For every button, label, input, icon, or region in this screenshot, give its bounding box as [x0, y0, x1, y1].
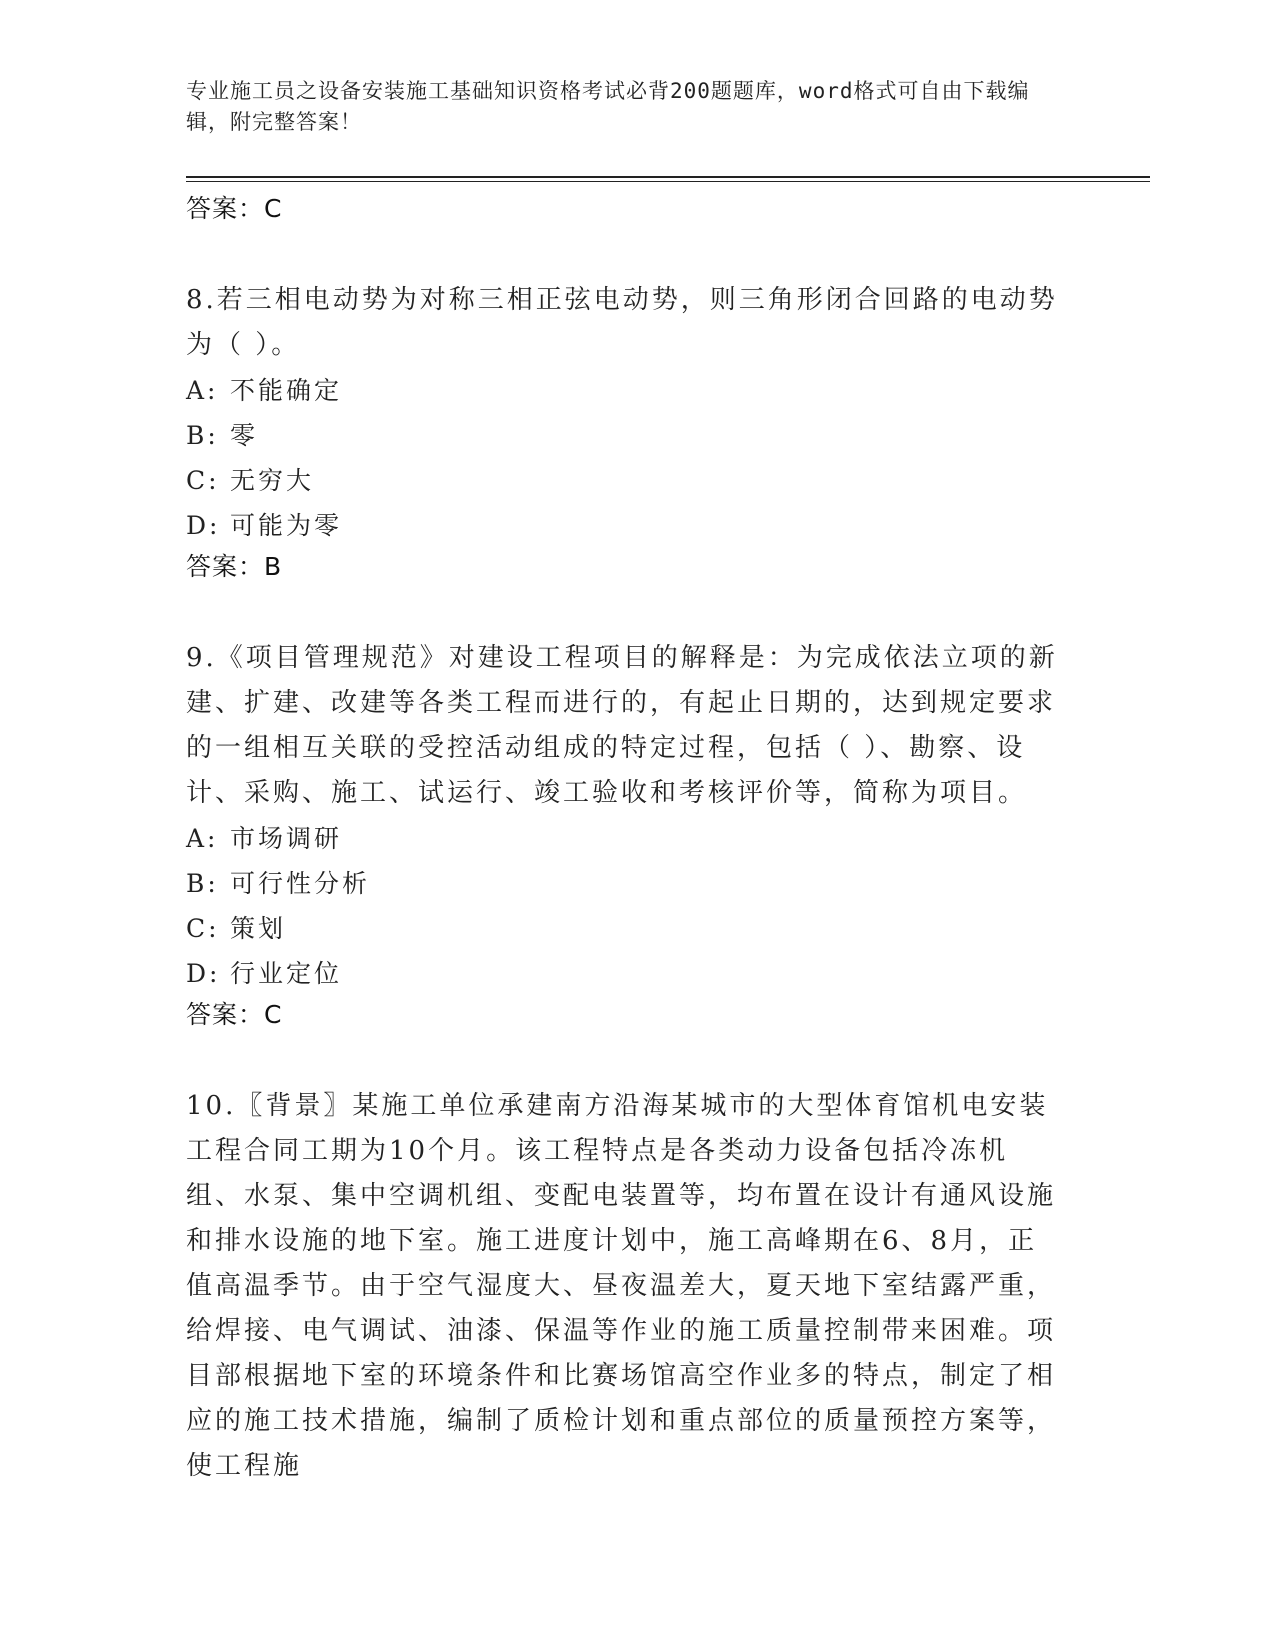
option-key: A:	[186, 824, 219, 853]
option-text: 零	[230, 421, 259, 450]
option-key: D:	[186, 511, 221, 540]
option-key: A:	[186, 376, 219, 405]
option-key: D:	[186, 959, 221, 988]
answer-line: 答案：B	[186, 552, 283, 581]
option-text: 行业定位	[230, 959, 343, 988]
option-c	[186, 906, 1066, 951]
option-text: 可能为零	[230, 511, 343, 540]
option-a	[186, 368, 1066, 413]
question-block	[186, 278, 1066, 586]
answer-line: 答案：C	[186, 1000, 283, 1029]
option-key: C:	[186, 466, 220, 495]
option-key: B:	[186, 421, 219, 450]
option-key: C:	[186, 914, 220, 943]
option-b	[186, 413, 1066, 458]
option-text: 市场调研	[230, 824, 343, 853]
option-d	[186, 951, 1066, 996]
option-text: 无穷大	[230, 466, 315, 495]
question-text: 8.若三相电动势为对称三相正弦电动势，则三角形闭合回路的电动势为（ ）。	[186, 285, 1058, 360]
option-text: 策划	[230, 914, 287, 943]
header-title: 专业施工员之设备安装施工基础知识资格考试必背200题题库，word格式可自由下载编辑，附完整答案！	[186, 79, 1030, 134]
spacer	[186, 1034, 1066, 1084]
option-a	[186, 816, 1066, 861]
option-b	[186, 861, 1066, 906]
question-block	[186, 1084, 1066, 1489]
answer-line: 答案：C	[186, 194, 283, 223]
option-d	[186, 503, 1066, 548]
question-block	[186, 636, 1066, 1034]
header-divider	[186, 176, 1150, 182]
option-key: B:	[186, 869, 219, 898]
option-text: 不能确定	[230, 376, 343, 405]
document-header	[186, 76, 1066, 138]
question-text: 10.〖背景〗某施工单位承建南方沿海某城市的大型体育馆机电安装工程合同工期为10个月。该工程特点是各类动力设备包括冷冻机组、水泵、集中空调机组、变配电装置等，均布置在设计有通风设施和排水设施的地下室。施工进度计划中，施工高峰期在6、8月，正值高温季节。由于空气湿度大、昼夜温差大，夏天地下室结露严重，给焊接、电气调试、油漆、保温等作业的施工质量控制带来困难。项目部根据地下室的环境条件和比赛场馆高空作业多的特点，制定了相应的施工技术措施，编制了质检计划和重点部位的质量预控方案等，使工程施	[186, 1091, 1057, 1481]
question-list	[186, 190, 1066, 1489]
spacer	[186, 228, 1066, 278]
option-c	[186, 458, 1066, 503]
question-text: 9.《项目管理规范》对建设工程项目的解释是：为完成依法立项的新建、扩建、改建等各类工程而进行的，有起止日期的，达到规定要求的一组相互关联的受控活动组成的特定过程，包括（ ）、勘察、设计、采购、施工、试运行、竣工验收和考核评价等，简称为项目。	[186, 643, 1058, 808]
spacer	[186, 586, 1066, 636]
option-text: 可行性分析	[230, 869, 371, 898]
